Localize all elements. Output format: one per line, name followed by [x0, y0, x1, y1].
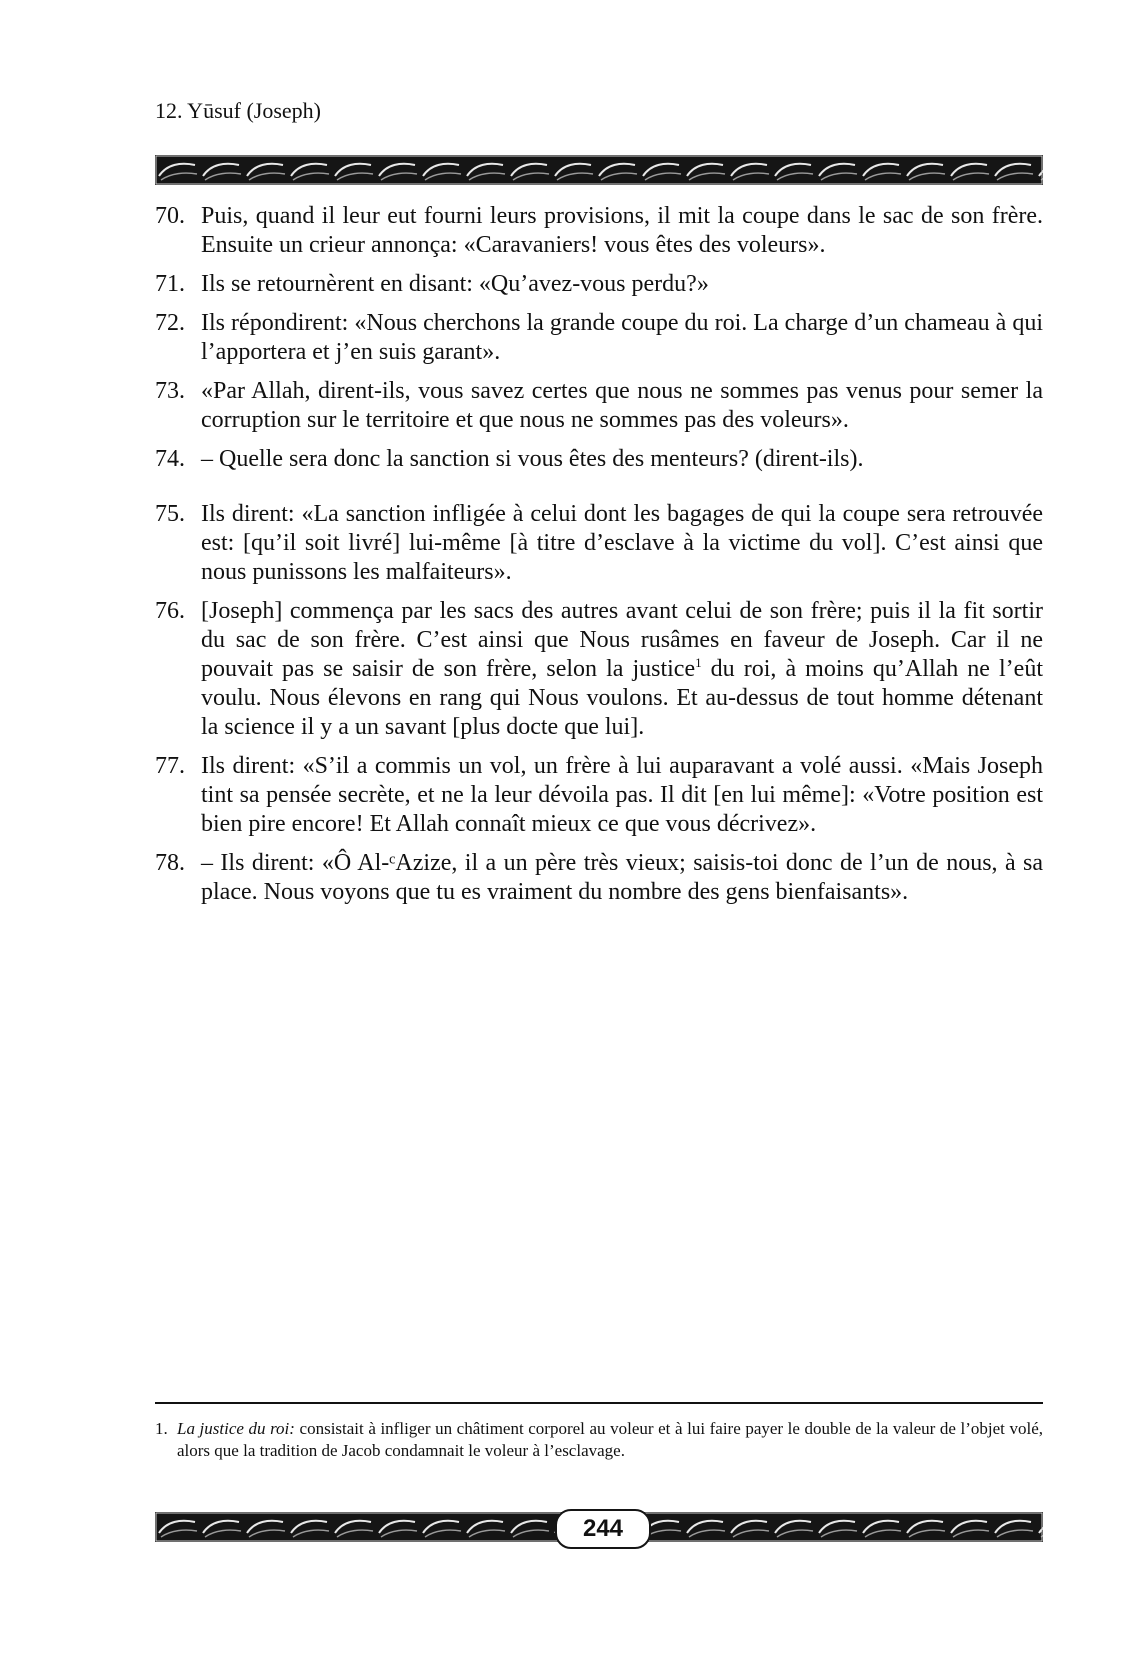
page-number: 244 — [555, 1509, 651, 1549]
verse-78 — [155, 849, 1043, 907]
footnote-divider — [155, 1402, 1043, 1404]
footnote — [155, 1418, 1043, 1462]
verse-text: Ils répondirent: «Nous cherchons la grande coupe du roi. La charge d’un chameau à qui l’apportera et j’en suis garant». — [201, 310, 1043, 365]
verse-text: Ils dirent: «S’il a commis un vol, un frère à lui auparavant a volé aussi. «Mais Joseph tint sa pensée secrète, et ne la leur dévoila pas. Il dit [en lui même]: «Votre position est bien pire encore! Et Allah connaît mieux ce que vous décrivez». — [201, 753, 1043, 837]
verse-number: 74. — [155, 446, 185, 472]
verse-text-part: [Joseph] commença par les sacs des autres avant celui de son frère; puis il la fit sortir du sac de son frère. C’est ainsi que Nous rusâmes en faveur de Joseph. Car il ne pouvait pas se saisir de son frère, selon la justice — [201, 598, 1043, 682]
footnote-body: consistait à infliger un châtiment corporel au voleur et à lui faire payer le double de la valeur de l’objet volé, alors que la tradition de Jacob condamnait le voleur à l’esclavage. — [177, 1419, 1044, 1460]
verse-number: 78. — [155, 850, 185, 876]
verse-number: 73. — [155, 378, 185, 404]
verse-list — [155, 202, 1043, 917]
verse-70 — [155, 202, 1043, 260]
verse-number: 72. — [155, 310, 185, 336]
verse-text: – Quelle sera donc la sanction si vous êtes des menteurs? (dirent-ils). — [201, 446, 864, 472]
footnote-reference[interactable]: 1 — [695, 655, 702, 670]
verse-number: 77. — [155, 753, 185, 779]
verse-number: 75. — [155, 501, 185, 527]
chain-ornament — [155, 155, 1043, 185]
verse-number: 71. — [155, 271, 185, 297]
footnote-text — [177, 1418, 1043, 1462]
chapter-title: 12. Yūsuf (Joseph) — [155, 98, 321, 123]
verse-77 — [155, 752, 1043, 839]
verse-text: «Par Allah, dirent-ils, vous savez certes que nous ne sommes pas venus pour semer la corruption sur le territoire et que nous ne sommes pas des voleurs». — [201, 378, 1043, 433]
verse-number: 76. — [155, 598, 185, 624]
verse-74 — [155, 445, 1043, 474]
verse-71 — [155, 270, 1043, 299]
verse-76 — [155, 597, 1043, 742]
top-ornamental-border — [155, 155, 1043, 185]
verse-text: Ils dirent: «La sanction infligée à celui dont les bagages de qui la coupe sera retrouvée est: [qu’il soit livré] lui-même [à titre d’esclave à la victime du vol]. C’est ainsi que nous punissons les malfaiteurs». — [201, 501, 1043, 585]
footnote-term: La justice du roi: — [177, 1419, 295, 1438]
verse-73 — [155, 377, 1043, 435]
verse-72 — [155, 309, 1043, 367]
verse-text: – Ils dirent: «Ô Al-ᶜAzize, il a un père très vieux; saisis-toi donc de l’un de nous, à sa place. Nous voyons que tu es vraiment du nombre des gens bienfaisants». — [201, 850, 1043, 905]
verse-text-part: du roi, à moins qu’Allah ne l’eût voulu. Nous élevons en rang qui Nous voulons. Et au-dessus de tout homme détenant la science il y a un savant [plus docte que lui]. — [201, 656, 1043, 740]
verse-75 — [155, 500, 1043, 587]
verse-number: 70. — [155, 203, 185, 229]
verse-text: Puis, quand il leur eut fourni leurs provisions, il mit la coupe dans le sac de son frère. Ensuite un crieur annonça: «Caravaniers! vous êtes des voleurs». — [201, 203, 1043, 258]
footnote-number: 1. — [155, 1419, 168, 1438]
verse-text — [201, 597, 1043, 742]
verse-text: Ils se retournèrent en disant: «Qu’avez-vous perdu?» — [201, 271, 709, 297]
